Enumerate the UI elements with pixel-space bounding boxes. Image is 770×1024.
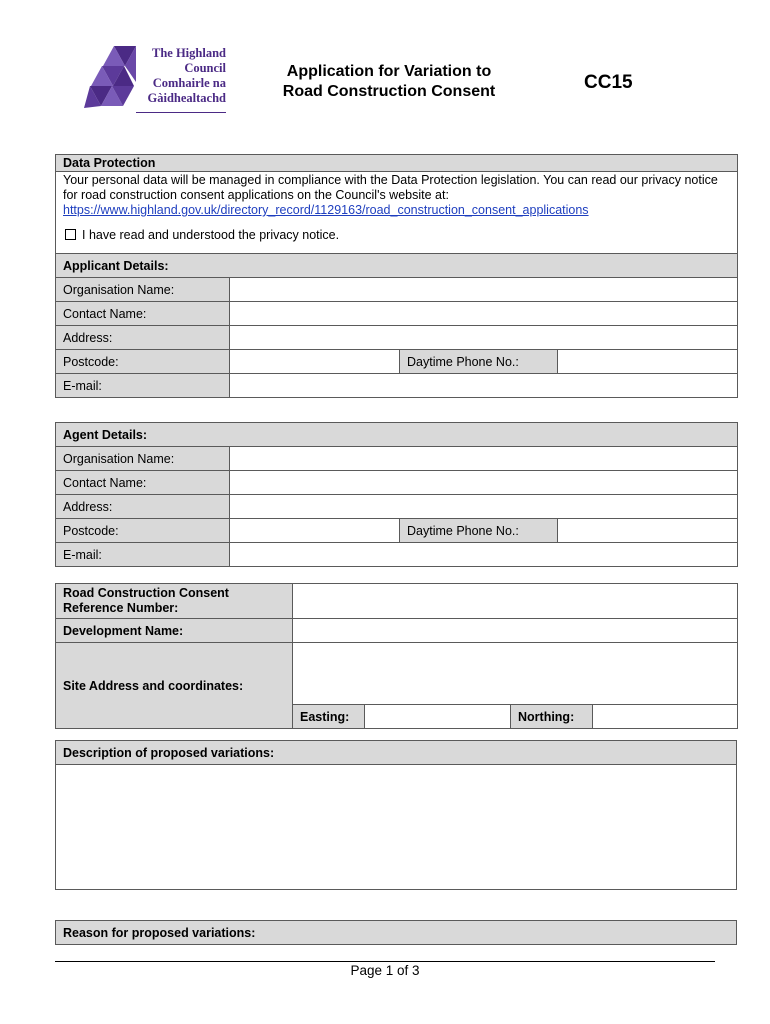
- reason-heading: Reason for proposed variations:: [56, 921, 737, 945]
- agent-heading: Agent Details:: [56, 423, 738, 447]
- agent-postcode-label: Postcode:: [56, 519, 230, 543]
- reference-label: [56, 584, 293, 619]
- agent-email-field[interactable]: [230, 543, 738, 567]
- applicant-postcode-label: Postcode:: [56, 350, 230, 374]
- applicant-contact-label: Contact Name:: [56, 302, 230, 326]
- logo-underline: [136, 112, 226, 113]
- agent-contact-label: Contact Name:: [56, 471, 230, 495]
- applicant-phone-field[interactable]: [558, 350, 738, 374]
- reason-table: [55, 920, 737, 945]
- agent-phone-label: Daytime Phone No.:: [400, 519, 558, 543]
- logo-line-1: The Highland: [152, 46, 226, 60]
- description-table: [55, 740, 737, 890]
- page-title: [250, 62, 528, 102]
- easting-field[interactable]: [365, 705, 511, 729]
- privacy-checkbox-label: I have read and understood the privacy notice.: [82, 228, 340, 242]
- council-logo: [84, 46, 230, 116]
- data-protection-body: [56, 172, 738, 254]
- privacy-notice-link[interactable]: https://www.highland.gov.uk/directory_record/1129163/road_construction_consent_applications: [63, 203, 589, 217]
- applicant-organisation-field[interactable]: [230, 278, 738, 302]
- form-code: CC15: [584, 72, 633, 93]
- applicant-postcode-field[interactable]: [230, 350, 400, 374]
- agent-phone-field[interactable]: [558, 519, 738, 543]
- easting-label: Easting:: [293, 705, 365, 729]
- data-protection-heading: Data Protection: [56, 155, 738, 172]
- agent-organisation-field[interactable]: [230, 447, 738, 471]
- applicant-table: [55, 154, 738, 398]
- agent-table: [55, 422, 738, 567]
- logo-line-4: Gàidhealtachd: [147, 91, 226, 105]
- reference-label-line-2: Reference Number:: [63, 601, 179, 615]
- development-label: Development Name:: [56, 619, 293, 643]
- logo-line-2: Council: [184, 61, 226, 75]
- privacy-checkbox-row: [63, 228, 730, 243]
- applicant-email-label: E-mail:: [56, 374, 230, 398]
- development-field[interactable]: [293, 619, 738, 643]
- agent-contact-field[interactable]: [230, 471, 738, 495]
- applicant-organisation-label: Organisation Name:: [56, 278, 230, 302]
- title-line-1: Application for Variation to: [286, 63, 492, 80]
- applicant-email-field[interactable]: [230, 374, 738, 398]
- privacy-checkbox[interactable]: [65, 229, 76, 240]
- description-field[interactable]: [56, 765, 737, 890]
- agent-address-label: Address:: [56, 495, 230, 519]
- footer-divider: [55, 961, 715, 962]
- triangle-logo-icon: [84, 46, 136, 112]
- applicant-heading: Applicant Details:: [56, 254, 738, 278]
- reference-label-line-1: Road Construction Consent: [63, 586, 229, 600]
- consent-table: [55, 583, 738, 729]
- applicant-address-label: Address:: [56, 326, 230, 350]
- title-line-2: Road Construction Consent: [282, 83, 496, 100]
- agent-postcode-field[interactable]: [230, 519, 400, 543]
- agent-organisation-label: Organisation Name:: [56, 447, 230, 471]
- agent-email-label: E-mail:: [56, 543, 230, 567]
- applicant-phone-label: Daytime Phone No.:: [400, 350, 558, 374]
- applicant-address-field[interactable]: [230, 326, 738, 350]
- site-address-field[interactable]: [293, 643, 738, 705]
- logo-text: [136, 46, 226, 106]
- logo-line-3: Comhairle na: [152, 76, 226, 90]
- northing-field[interactable]: [593, 705, 738, 729]
- description-heading: Description of proposed variations:: [56, 741, 737, 765]
- applicant-contact-field[interactable]: [230, 302, 738, 326]
- site-address-label: Site Address and coordinates:: [56, 643, 293, 729]
- data-protection-text: Your personal data will be managed in compliance with the Data Protection legislation. You can read our privacy notice for road construction consent applications on the Council's website at:: [63, 173, 718, 202]
- agent-address-field[interactable]: [230, 495, 738, 519]
- northing-label: Northing:: [511, 705, 593, 729]
- reference-field[interactable]: [293, 584, 738, 619]
- page-number: Page 1 of 3: [350, 963, 420, 978]
